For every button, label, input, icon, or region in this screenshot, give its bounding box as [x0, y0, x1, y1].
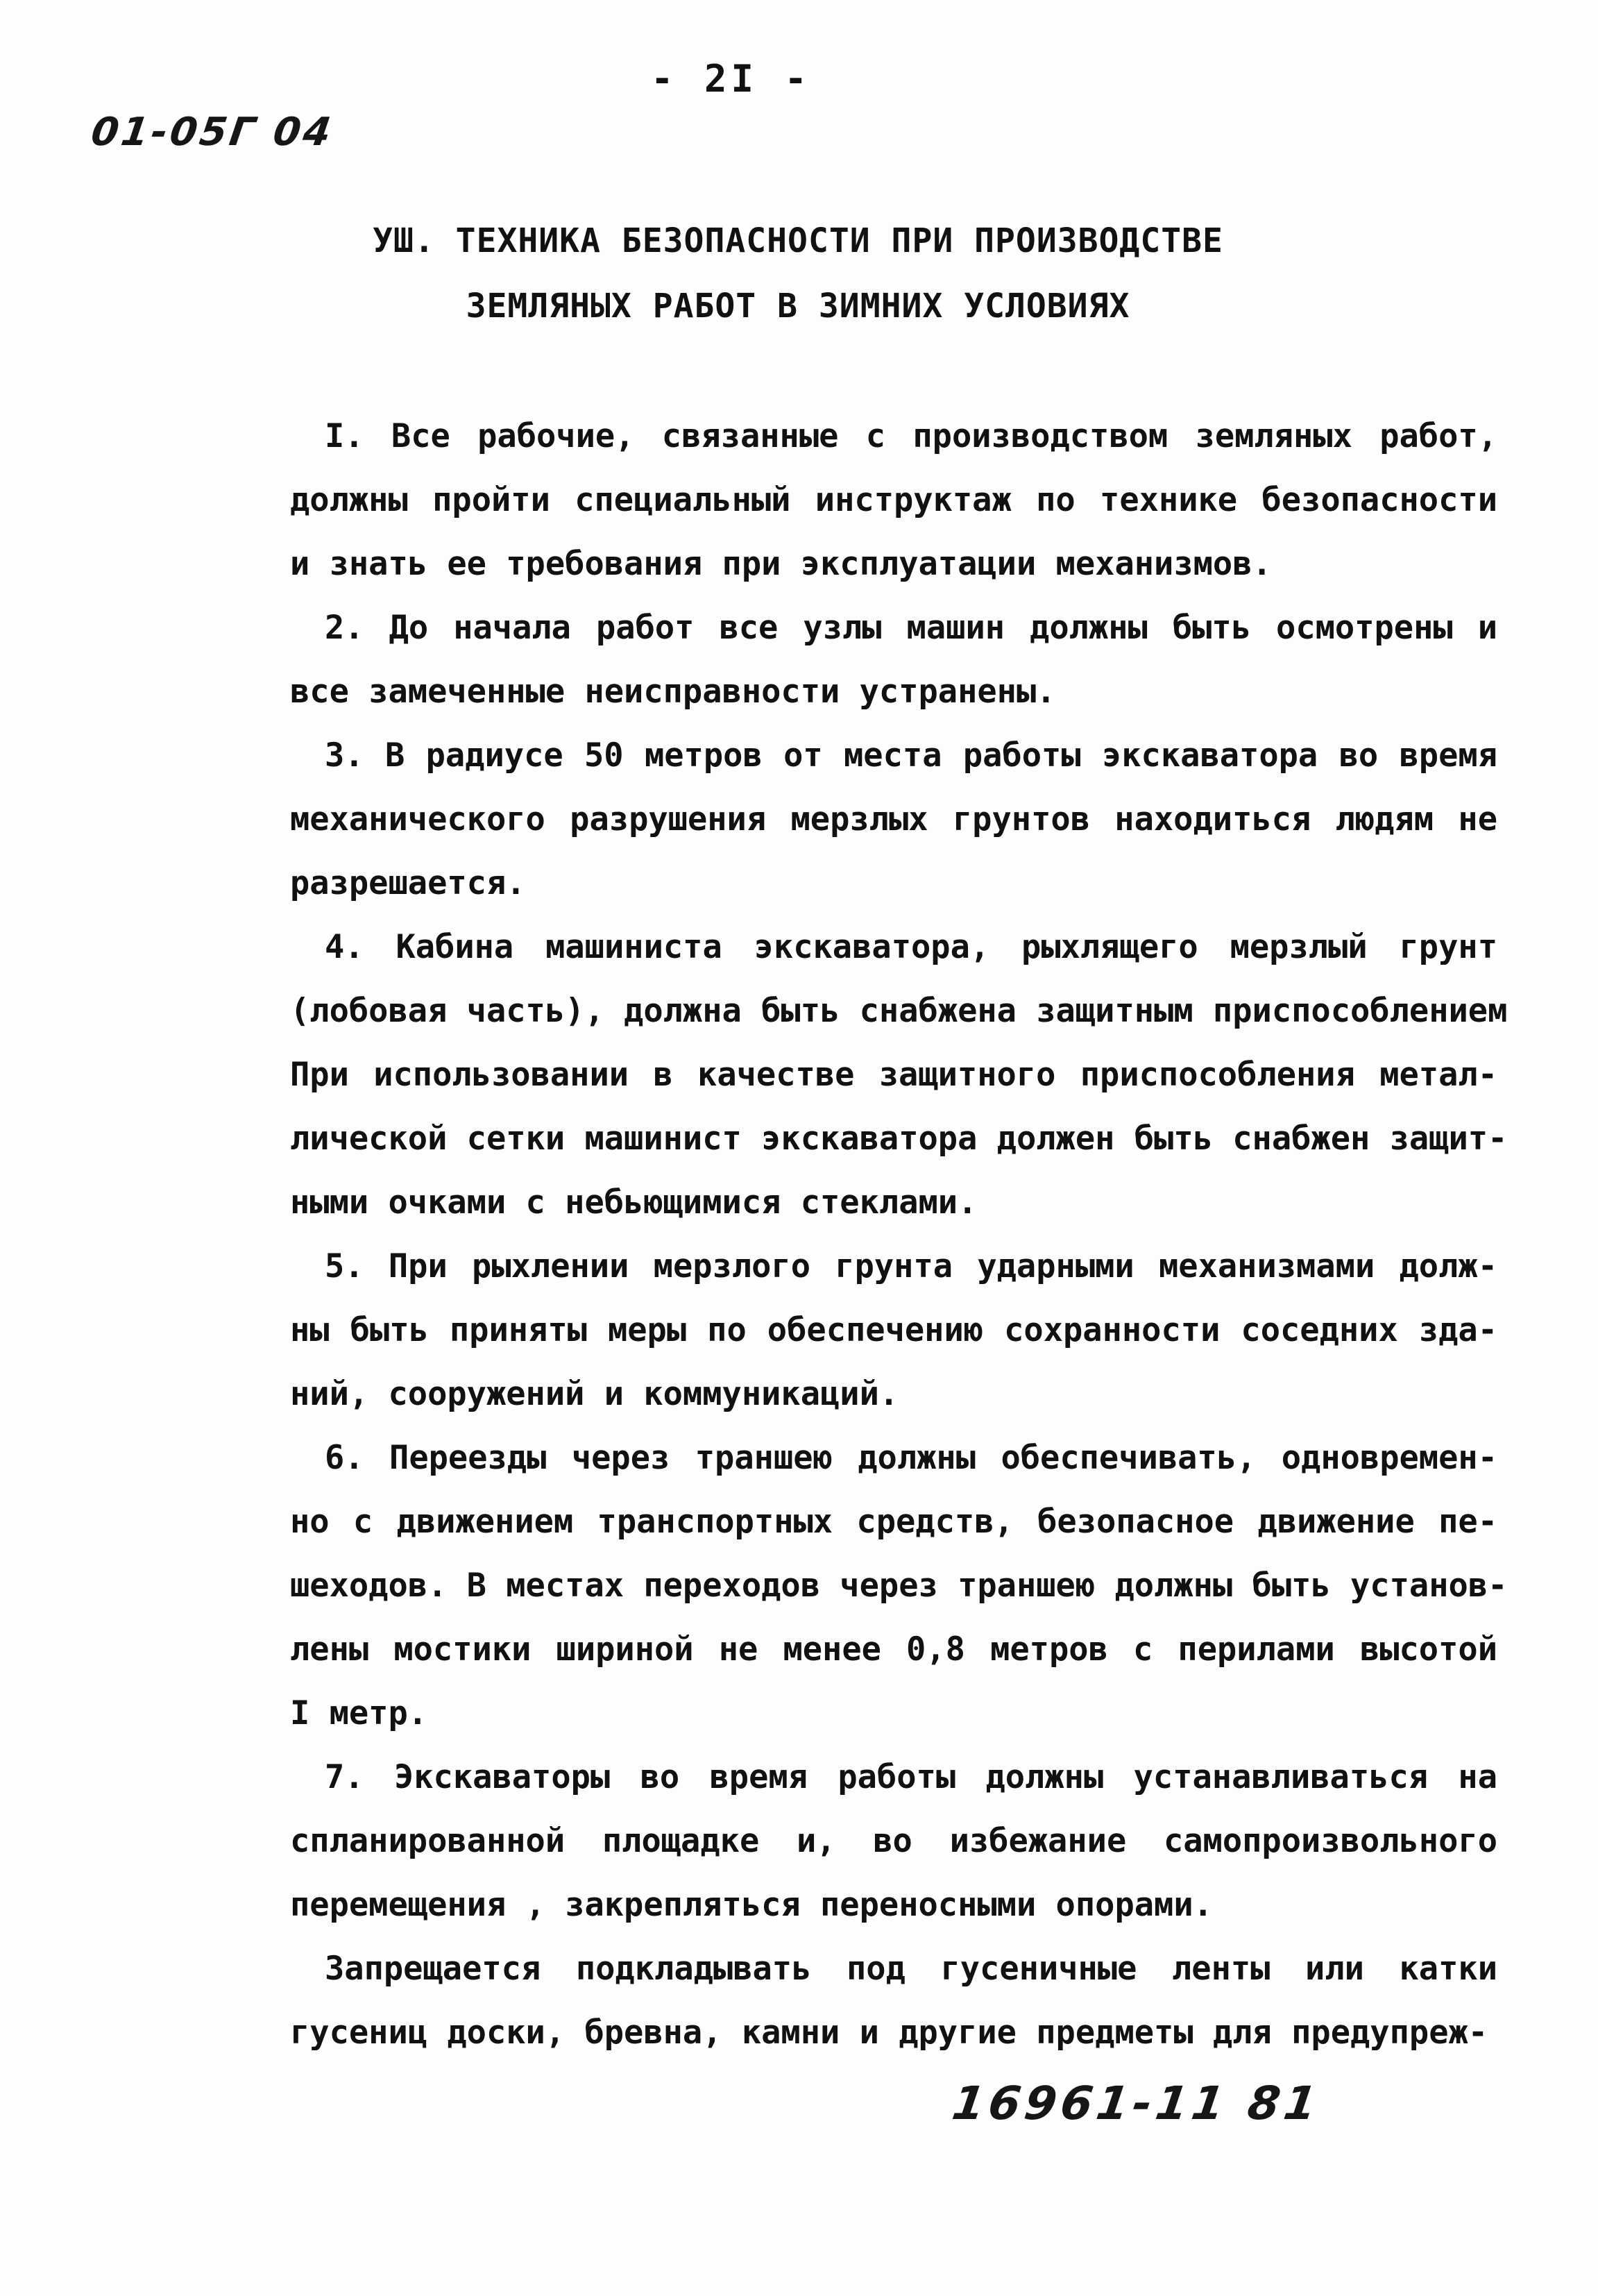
paragraph-line: лены мостики шириной не менее 0,8 метров с перилами высотой [290, 1630, 1497, 1669]
paragraph-line: механического разрушения мерзлых грунтов находиться людям не [290, 800, 1497, 838]
paragraph [290, 405, 1497, 596]
paragraph-line: При использовании в качестве защитного приспособления метал- [290, 1056, 1497, 1094]
body-text [290, 405, 1508, 2065]
paragraph [290, 724, 1497, 915]
paragraph-line: спланированной площадке и, во избежание самопроизвольного [290, 1822, 1497, 1860]
paragraph-line: I. Все рабочие, связанные с производством земляных работ, [325, 417, 1497, 455]
paragraph-line: 4. Кабина машиниста экскаватора, рыхлящего мерзлый грунт [325, 928, 1497, 966]
handwritten-footer-code: 16961-11 81 [949, 2077, 1325, 2130]
paragraph-line: гусениц доски, бревна, камни и другие предметы для предупреж- [290, 2014, 1488, 2052]
section-title [208, 208, 1388, 339]
paragraph [290, 1937, 1497, 2065]
handwritten-document-code: 01-05Г 04 [88, 110, 337, 155]
page-number: - 2I - [651, 57, 812, 101]
paragraph-line: ными очками с небьющимися стеклами. [290, 1183, 978, 1222]
paragraph [290, 915, 1508, 1235]
paragraph [290, 1746, 1497, 1937]
section-title-line-2: ЗЕМЛЯНЫХ РАБОТ В ЗИМНИХ УСЛОВИЯХ [466, 287, 1130, 326]
paragraph-line: 3. В радиусе 50 метров от места работы экскаватора во время [325, 736, 1497, 775]
paragraph-line: 5. При рыхлении мерзлого грунта ударными механизмами долж- [325, 1247, 1497, 1285]
paragraph [290, 1426, 1508, 1746]
paragraph-line: разрешается. [290, 864, 526, 902]
paragraph-line: (лобовая часть), должна быть снабжена защитным приспособлением [290, 992, 1508, 1030]
paragraph-line: Запрещается подкладывать под гусеничные ленты или катки [325, 1950, 1497, 1988]
paragraph-line: должны пройти специальный инструктаж по технике безопасности [290, 481, 1497, 519]
paragraph [290, 596, 1497, 724]
paragraph-line: все замеченные неисправности устранены. [290, 673, 1056, 711]
paragraph-line: ны быть приняты меры по обеспечению сохранности соседних зда- [290, 1311, 1497, 1349]
paragraph-line: ний, сооружений и коммуникаций. [290, 1375, 899, 1413]
paragraph-line: шеходов. В местах переходов через траншею должны быть установ- [290, 1567, 1508, 1605]
section-title-line-1: УШ. ТЕХНИКА БЕЗОПАСНОСТИ ПРИ ПРОИЗВОДСТВЕ [373, 221, 1223, 260]
paragraph-line: лической сетки машинист экскаватора должен быть снабжен защит- [290, 1120, 1508, 1158]
paragraph-line: 6. Переезды через траншею должны обеспечивать, одновремен- [325, 1439, 1497, 1477]
paragraph-line: 7. Экскаваторы во время работы должны устанавливаться на [325, 1758, 1497, 1796]
paragraph-line: перемещения , закрепляться переносными опорами. [290, 1886, 1213, 1924]
paragraph [290, 1235, 1497, 1426]
paragraph-line: 2. До начала работ все узлы машин должны быть осмотрены и [325, 609, 1497, 647]
paragraph-line: и знать ее требования при эксплуатации механизмов. [290, 545, 1272, 583]
paragraph-line: I метр. [290, 1694, 428, 1732]
paragraph-line: но с движением транспортных средств, безопасное движение пе- [290, 1503, 1497, 1541]
